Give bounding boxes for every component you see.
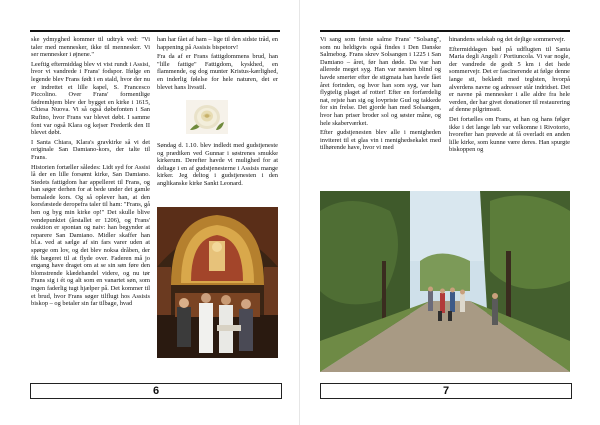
page-number: 7 <box>442 385 450 397</box>
paragraph: Eftermiddagen bød på udflugten til Santa Maria degli Angeli / Portiuncola. Vi var nogle, der vandrede de godt 5 km i det hede sommervejr. Det er fascinerende at følge denne lange sti, beklædt med teglsten, hvorpå alverdens navne og adresser står indridset. Det er navne på mennesker i alle aldre fra hele verden, der har givet donationer til restaurering af denne pilgrimssti. <box>449 45 570 114</box>
rose-image <box>186 100 228 134</box>
paragraph: Efter gudstjenesten blev alle i menigheden inviteret til et glas vin i menighedsekalet med tilhørende have, hvor vi med <box>320 129 441 152</box>
paragraph: Vi sang som første salme Frans' "Solsang", som nu heldigvis også findes i Den Danske Salmebog. Frans skrev Solsangen i 1225 i San Damiano – året, før han døde. Da var han allerede meget syg. Han var næsten blind og havde smerter efter de stigmata han havde fået året forinden, og hvor han som syg, var han flygtelig plaget af rotter! Efter en forfærdelig nat, rejste han sig og lovpriste Gud og takkede for sin frelse. Det gjorde han med Solsangen, hvor han priser broder sol og søster måne, og hele skaberværket. <box>320 36 441 127</box>
text-column <box>320 36 441 186</box>
paragraph: Historien fortæller således: Lidt syd for Assisi lå der en lille forsømt kirke, San Damiano. Stedets fattigdom har appelleret til Frans, og han søger derhen for at bede under det gamle bemalede kors. Og så oplever han, at den korsfæstede deropefra taler til ham: "Frans, gå hen og byg min kirke op!" Det skulle blive vendepunktet (årstallet er 1206), og Frans' reaktion er spontan og naiv: han begynder at reparere San Damiano. Midler skaffer han bl.a. ved at sælge af sin fars varer uden at spørge om lov, og det blev noksa dråben, der fik bægeret til at flyde over. Faderen må jo engang have draget om at se sin søn føre den blomstrende klædehandel videre, og nu tør Frans sig i ét og alt som en vanartet søn, som ingen faderlig tugt hjælper på. Det kommer til et brud, hvor Frans søger tilflugt hos Assisis biskop – og betaler sin far tilbage, hvad <box>31 163 150 308</box>
paragraph: Leeftig eftermiddag blev vi vist rundt i Assisi, hvor vi vandrede i Frans' fodspor. Ifølge en legende blev Frans født i en stald, hvor der nu er indrettet et lille kapel, S. Francesco Piccolino. Over Frans' formentlige fødremhjem blev der bygget en kirke i 1615, Chiesa Nuova. Vi så også døbefonten i San Rufino, hvor Frans var blevet døbt. I samme font var også Klara og kejser Frederik den II blevet døbt. <box>31 60 150 137</box>
page-number-box <box>320 383 572 399</box>
top-rule <box>30 30 280 32</box>
paragraph: I Santa Chiara, Klara's gravkirke så vi det originale San Damiano-kors, der talte til Frans. <box>31 138 150 161</box>
text-column <box>31 36 150 362</box>
paragraph: Søndag d. 1.10. blev indledt med gudstjeneste og prædiken ved Gunnar i søstrenes smukke kirkerum. Derefter havde vi mulighed for at deltage i en af gudstjenesterne i Assisis mange kirker. Jeg deltog i gudstjenesten i den anglikanske kirke Sankt Leonard. <box>157 142 278 187</box>
page-number-box <box>30 383 282 399</box>
church-interior-photo <box>157 207 278 358</box>
paragraph: hinandens selskab og det dejlige sommervejr. <box>449 36 566 43</box>
paragraph: Det fortælles om Frans, at han og hans følger ikke i det lange løb var velkomne i Rivotorto, hvorefter han prøvede at få overladt en anden lille kirke, som kunne være deres. Han spurgte biskoppen og <box>449 115 570 154</box>
text-column <box>449 36 570 186</box>
pilgrim-path-photo <box>320 191 570 372</box>
top-rule <box>320 30 570 32</box>
paragraph: Fra da af er Frans fattigdommens brud, han "lille fattige" Fattigdom, kyskhed, en flammende, og dog munter Kristus-kærlighed, en inderlig følelse for hele naturen, det er blevet hans livsstil. <box>157 53 278 91</box>
page-number: 6 <box>152 385 160 397</box>
text-column <box>157 36 278 100</box>
paragraph: han har fået af ham – lige til den sidste tråd, en happening på Assisis bispetorv! <box>157 36 278 51</box>
text-column <box>157 142 278 204</box>
paragraph: ske ydmyghed kommer til udtryk ved: "Vi taler med mennesker, ikke til mennesker. Vi ser mennesker i øjnene." <box>31 36 150 59</box>
page-right <box>300 0 600 425</box>
